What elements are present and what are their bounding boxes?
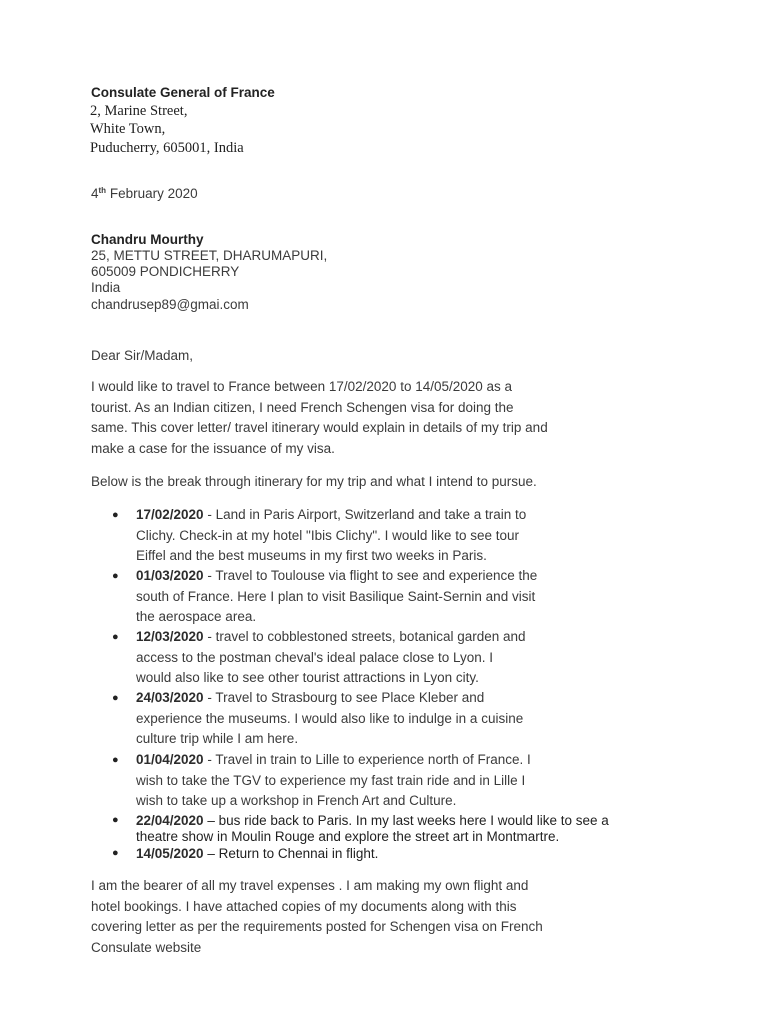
bullet-icon: ●	[112, 847, 119, 859]
sender-name: Chandru Mourthy	[91, 232, 204, 247]
itinerary-text-line: wish to take up a workshop in French Art and Culture.	[136, 793, 457, 808]
itinerary-text-line: would also like to see other tourist attractions in Lyon city.	[136, 670, 479, 685]
intro-line: same. This cover letter/ travel itinerary would explain in details of my trip and	[91, 420, 548, 435]
itinerary-text-line: the aerospace area.	[136, 609, 257, 624]
itinerary-text-line: culture trip while I am here.	[136, 731, 299, 746]
itinerary-text-line: Clichy. Check-in at my hotel "Ibis Clichy". I would like to see tour	[136, 527, 519, 543]
bullet-icon: ●	[112, 754, 119, 766]
recipient-address-line-1: 2, Marine Street,	[90, 103, 188, 119]
sender-line-3: India	[91, 280, 121, 295]
recipient-address-line-2: White Town,	[90, 121, 166, 137]
itinerary-text: – bus ride back to Paris. In my last weeks here I would like to see a	[203, 813, 609, 828]
recipient-name: Consulate General of France	[91, 85, 275, 100]
itinerary-text-line: theatre show in Moulin Rouge and explore the street art in Montmartre.	[136, 828, 560, 844]
salutation: Dear Sir/Madam,	[91, 348, 194, 363]
itinerary-date: 01/04/2020	[136, 752, 204, 767]
itinerary-text: - Travel in train to Lille to experience north of France. I	[203, 752, 531, 767]
itinerary-text: - Travel to Strasbourg to see Place Kleber and	[203, 690, 485, 705]
intro-line: I would like to travel to France between 17/02/2020 to 14/05/2020 as a	[91, 379, 513, 394]
itinerary-text-line: access to the postman cheval's ideal palace close to Lyon. I	[136, 649, 494, 665]
letter-date	[91, 186, 198, 202]
bullet-icon: ●	[112, 509, 119, 521]
itinerary-date: 24/03/2020	[136, 690, 204, 705]
itinerary-text-line: wish to take the TGV to experience my fast train ride and in Lille I	[136, 772, 526, 788]
date-suffix: th	[98, 186, 107, 195]
itinerary-text: - Travel to Toulouse via flight to see and experience the	[203, 568, 538, 583]
bullet-icon: ●	[112, 570, 119, 582]
closing-line: covering letter as per the requirements posted for Schengen visa on French	[91, 919, 543, 934]
bullet-icon: ●	[112, 631, 119, 643]
itinerary-text-line: south of France. Here I plan to visit Basilique Saint-Sernin and visit	[136, 588, 536, 604]
intro-line: tourist. As an Indian citizen, I need French Schengen visa for doing the	[91, 399, 514, 415]
itinerary-text: - Land in Paris Airport, Switzerland and take a train to	[203, 507, 527, 522]
closing-paragraph	[91, 876, 561, 958]
date-rest: February 2020	[109, 186, 198, 201]
intro-paragraph	[91, 377, 561, 459]
itinerary-date: 17/02/2020	[136, 507, 204, 522]
recipient-address-line-3: Puducherry, 605001, India	[90, 140, 244, 156]
itinerary-date: 14/05/2020	[136, 846, 204, 861]
date-day: 4	[91, 186, 99, 201]
itinerary-text: – Return to Chennai in flight.	[203, 846, 379, 861]
itinerary-date: 12/03/2020	[136, 629, 204, 644]
itinerary-intro: Below is the break through itinerary for my trip and what I intend to pursue.	[91, 474, 537, 489]
sender-line-2: 605009 PONDICHERRY	[91, 264, 240, 279]
bullet-icon: ●	[112, 692, 119, 704]
itinerary-text-line: Eiffel and the best museums in my first two weeks in Paris.	[136, 548, 487, 563]
closing-line: I am the bearer of all my travel expenses . I am making my own flight and	[91, 878, 529, 893]
sender-line-1: 25, METTU STREET, DHARUMAPURI,	[91, 248, 328, 263]
closing-line: Consulate website	[91, 939, 202, 955]
closing-line: hotel bookings. I have attached copies of my documents along with this	[91, 898, 517, 914]
intro-line: make a case for the issuance of my visa.	[91, 440, 335, 456]
itinerary-date: 22/04/2020	[136, 813, 204, 828]
itinerary-text-line: experience the museums. I would also like to indulge in a cuisine	[136, 710, 524, 726]
bullet-icon: ●	[112, 814, 119, 826]
itinerary-text: - travel to cobblestoned streets, botanical garden and	[203, 629, 526, 644]
sender-email: chandrusep89@gmai.com	[91, 297, 249, 312]
itinerary-date: 01/03/2020	[136, 568, 204, 583]
